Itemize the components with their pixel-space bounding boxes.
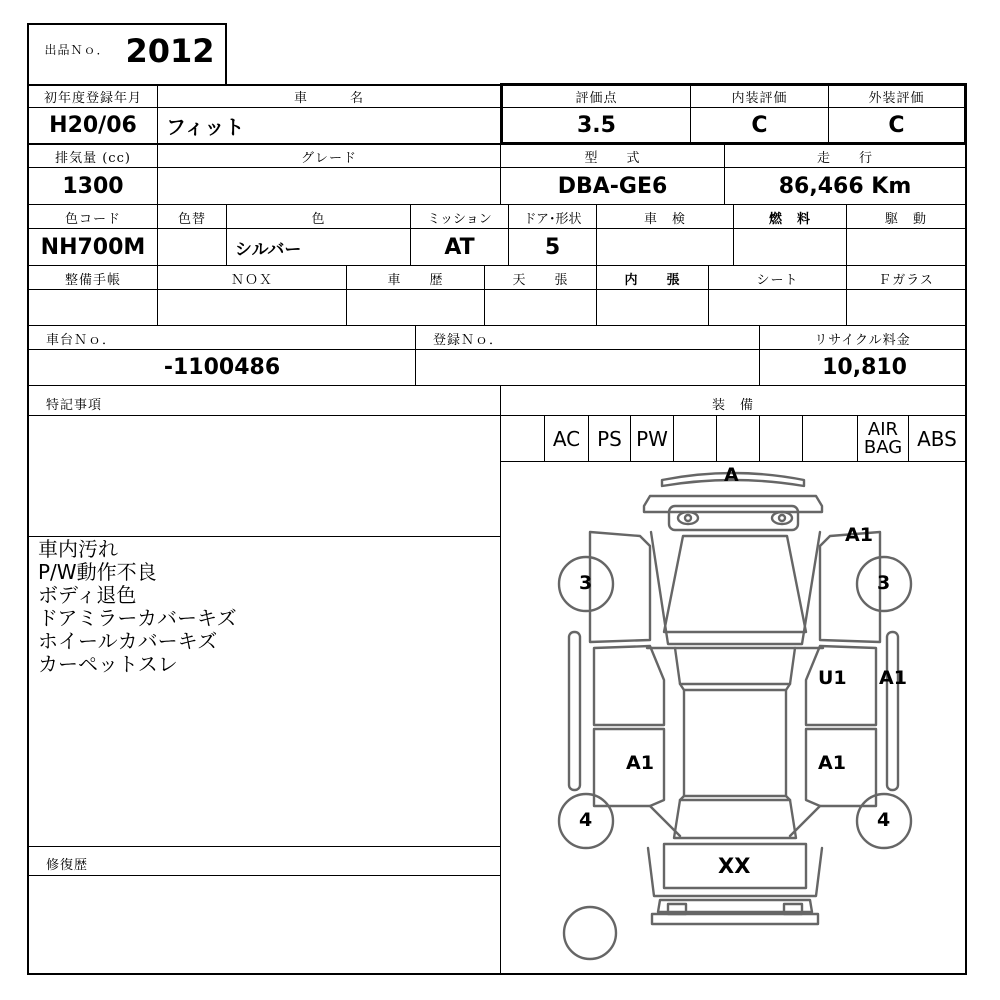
chassis-label: 車台Ｎｏ． [46, 333, 117, 348]
score-value: 3.5 [577, 113, 616, 138]
first-reg-label: 初年度登録年月 [43, 91, 142, 106]
drive-label: 駆 動 [884, 211, 927, 227]
equipment-pw: PW [636, 426, 668, 451]
mission-value: AT [444, 234, 475, 260]
equipment-ac: AC [552, 426, 581, 451]
history-label: 車 歴 [387, 272, 444, 288]
interior-roof-label: 内 張 [624, 272, 681, 288]
color-value: シルバー [235, 239, 302, 260]
equipment-ps: PS [597, 426, 622, 451]
recycle-label: リサイクル料金 [814, 333, 911, 348]
equipment-abs: ABS [917, 426, 957, 451]
exterior-value: C [888, 113, 905, 138]
remark-note: P/W動作不良 [38, 560, 157, 584]
car-name-value: フィット [166, 115, 245, 139]
displacement-label: 排気量 (cc) [55, 150, 131, 166]
remark-note: ドアミラーカバーキズ [38, 606, 237, 630]
remark-note: ボディ退色 [38, 583, 137, 607]
mission-label: ミッション [427, 211, 492, 227]
score-label: 評価点 [575, 91, 618, 106]
grade-label: グレード [300, 150, 357, 166]
color-label: 色 [311, 211, 326, 227]
door-value: 5 [544, 234, 561, 260]
fglass-label: Ｆガラス [878, 272, 934, 288]
nox-label: ＮＯＸ [230, 272, 273, 288]
mileage-label: 走 行 [816, 150, 873, 166]
chassis-value: -1100486 [163, 355, 281, 380]
remarks-label: 特記事項 [46, 397, 103, 413]
remark-note: カーペットスレ [38, 652, 178, 676]
registration-label: 登録Ｎｏ． [433, 333, 504, 348]
remark-note: 車内汚れ [38, 537, 118, 561]
remark-note: ホイールカバーキズ [38, 629, 218, 653]
sunroof-label: 天 張 [512, 272, 569, 288]
damage-front: A [724, 464, 739, 486]
fuel-label: 燃 料 [768, 211, 811, 227]
recycle-value: 10,810 [822, 355, 907, 380]
first-reg-value: H20/06 [49, 113, 137, 138]
lot-label: 出品Ｎｏ． [44, 42, 110, 57]
maintenance-label: 整備手帳 [64, 272, 121, 288]
damage-wheel-left-front: 3 [579, 572, 593, 594]
exterior-label: 外装評価 [868, 91, 925, 106]
seat-label: シート [756, 272, 799, 288]
damage-wheel-right-rear: 4 [877, 809, 891, 831]
color-code-label: 色コード [64, 211, 121, 227]
lot-number: 2012 [125, 32, 215, 70]
inspection-label: 車 検 [643, 211, 686, 227]
color-code-value: NH700M [40, 234, 146, 260]
damage-door-right-front-a: U1 [818, 667, 847, 689]
mileage-value: 86,466 Km [778, 173, 912, 199]
damage-wheel-left-rear: 4 [579, 809, 593, 831]
equipment-airbag: AIR BAG [863, 418, 903, 458]
damage-door-right-front-b: A1 [879, 667, 907, 689]
interior-label: 内装評価 [731, 91, 788, 106]
equipment-label: 装 備 [711, 397, 754, 413]
model-value: DBA-GE6 [557, 173, 668, 199]
displacement-value: 1300 [62, 173, 124, 199]
damage-wheel-right-front: 3 [877, 572, 891, 594]
damage-rear: XX [718, 854, 751, 878]
repaint-label: 色替 [177, 211, 206, 227]
repair-label: 修復歴 [46, 857, 89, 873]
damage-door-right-rear: A1 [818, 752, 846, 774]
car-name-label: 車 名 [293, 91, 364, 106]
model-label: 型 式 [584, 150, 641, 166]
damage-door-left-rear: A1 [626, 752, 654, 774]
interior-value: C [751, 113, 768, 138]
damage-fender-right-front: A1 [845, 524, 873, 546]
door-label: ドア･形状 [523, 211, 582, 227]
